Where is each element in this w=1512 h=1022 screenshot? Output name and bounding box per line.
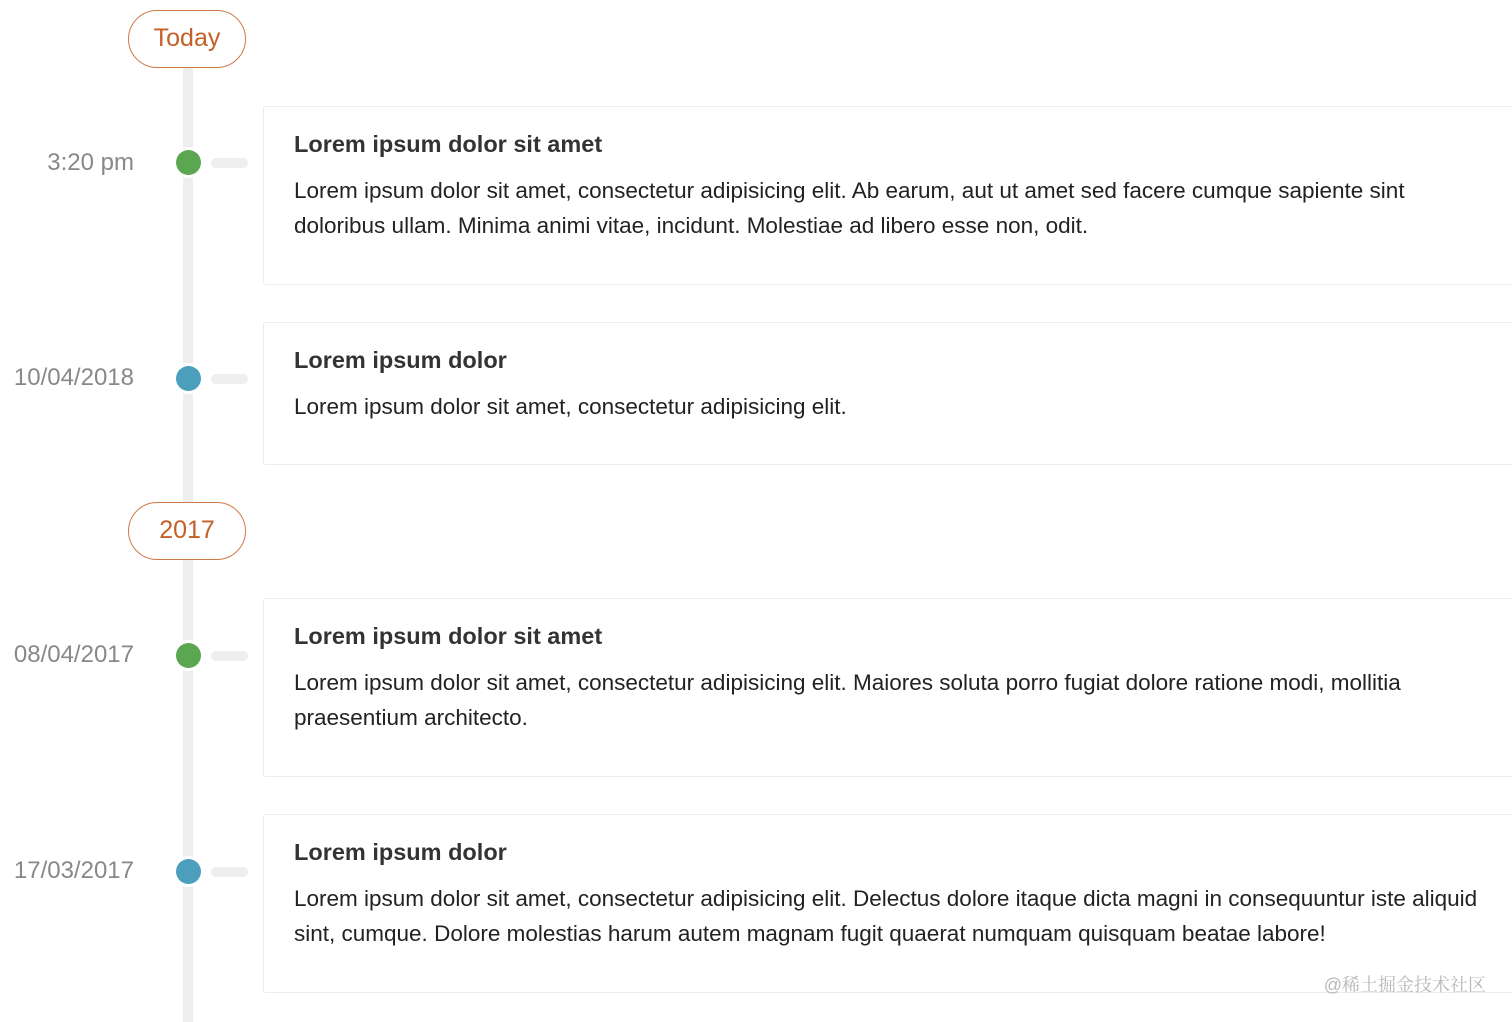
card-title: Lorem ipsum dolor sit amet (294, 131, 603, 157)
watermark: @稀土掘金技术社区 (1323, 975, 1486, 995)
card-text: Lorem ipsum dolor sit amet, consectetur adipisicing elit. Delectus dolore itaque dicta magni in consequuntur iste aliquid sint, cumque. Dolore molestias harum autem magnam fugit quaerat numquam quisquam beatae labore! (294, 886, 1478, 946)
timeline-card (263, 322, 1512, 465)
entry-date: 10/04/2018 (13, 364, 134, 391)
timeline-card (263, 106, 1512, 285)
card-text: Lorem ipsum dolor sit amet, consectetur adipisicing elit. Maiores soluta porro fugiat dolore ratione modi, mollitia praesentium architecto. (294, 670, 1401, 730)
timeline-connector (211, 374, 248, 384)
timeline-dot (176, 643, 201, 668)
card-title: Lorem ipsum dolor (294, 839, 507, 865)
timeline-dot (176, 859, 201, 884)
timeline-connector (211, 651, 248, 661)
entry-date: 08/04/2017 (13, 641, 134, 668)
timeline-connector (211, 867, 248, 877)
timeline-dot (176, 366, 201, 391)
timeline-marker-year: 2017 (128, 502, 246, 560)
timeline-dot (176, 150, 201, 175)
timeline-card (263, 814, 1512, 993)
entry-date: 3:20 pm (47, 149, 134, 176)
card-text: Lorem ipsum dolor sit amet, consectetur adipisicing elit. (294, 394, 847, 419)
timeline-card (263, 598, 1512, 777)
entry-date: 17/03/2017 (13, 857, 134, 884)
card-title: Lorem ipsum dolor sit amet (294, 623, 603, 649)
timeline-connector (211, 158, 248, 168)
timeline-marker-today: Today (128, 10, 246, 68)
card-title: Lorem ipsum dolor (294, 347, 507, 373)
card-text: Lorem ipsum dolor sit amet, consectetur adipisicing elit. Ab earum, aut ut amet sed facere cumque sapiente sint doloribus ullam. Minima animi vitae, incidunt. Molestiae ad libero esse non, odit. (294, 178, 1405, 238)
